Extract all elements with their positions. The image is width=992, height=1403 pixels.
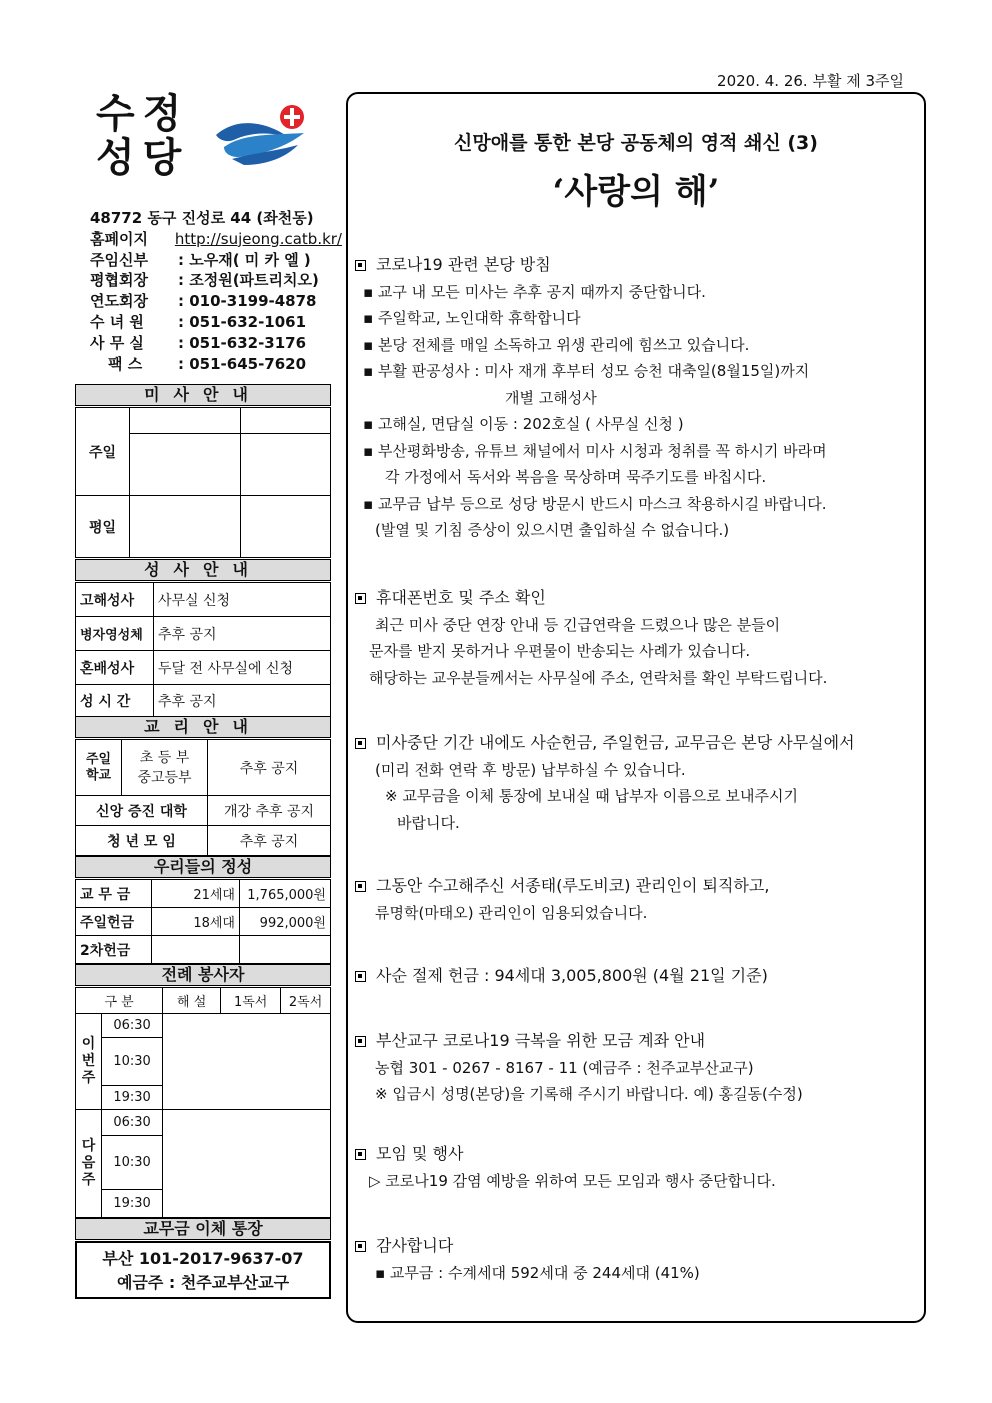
address: 48772 동구 진성로 44 (좌천동) — [90, 209, 314, 227]
school-divisions — [122, 740, 208, 796]
square-bullet-icon — [355, 881, 366, 892]
faith-value: 개강 추후 공지 — [208, 796, 331, 826]
contact-value: : 노우재( 미 카 엘 ) — [178, 250, 311, 269]
section-title: 코로나19 관련 본당 방침 — [376, 255, 551, 274]
contact-value: : 051-632-1061 — [178, 312, 307, 331]
bulletin-date: 2020. 4. 26. 부활 제 3주일 — [717, 72, 904, 90]
offering-label: 주일헌금 — [76, 908, 152, 936]
list-item: ▪ 고해실, 면담실 이동 : 202호실 ( 사무실 신청 ) — [363, 415, 684, 433]
mass-sunday-label: 주일 — [76, 408, 130, 496]
contact-value: : 조정원(파트리치오) — [178, 271, 319, 290]
servers-time: 19:30 — [102, 1086, 163, 1110]
servers-col: 1독서 — [221, 988, 281, 1014]
section-covid — [355, 252, 920, 544]
mass-cell — [241, 408, 331, 434]
sacrament-label: 고해성사 — [76, 583, 154, 617]
servers-time: 19:30 — [102, 1190, 163, 1218]
sacrament-value: 사무실 신청 — [154, 583, 331, 617]
servers-time: 06:30 — [102, 1014, 163, 1038]
list-item: ▪ 교구 내 모든 미사는 추후 공지 때까지 중단합니다. — [363, 282, 706, 301]
theme-title: ‘사랑의 해’ — [552, 172, 720, 212]
contact-value: : 010-3199-4878 — [178, 292, 317, 311]
school-value: 추후 공지 — [208, 740, 331, 796]
sacrament-value: 추후 공지 — [154, 617, 331, 651]
paragraph-line: ※ 입금시 성명(본당)을 기록해 주시기 바랍니다. 예) 홍길동(수정) — [375, 1085, 803, 1103]
square-bullet-icon — [355, 738, 366, 749]
contact-pastor — [90, 250, 342, 271]
contact-homepage — [90, 229, 342, 250]
mass-cell — [130, 408, 241, 434]
account-holder: 예금주 : 천주교부산교구 — [116, 1273, 290, 1292]
youth-label: 청 년 모 임 — [76, 826, 208, 856]
offering-label: 교 무 금 — [76, 880, 152, 908]
section-title: 사순 절제 헌금 : 94세대 3,005,800원 (4월 21일 기준) — [376, 966, 768, 985]
section-title: 모임 및 행사 — [376, 1144, 464, 1163]
section-donation — [355, 730, 920, 836]
catechesis-header: 교리안내 — [75, 716, 331, 738]
square-bullet-icon — [355, 260, 366, 271]
servers-header: 전례 봉사자 — [75, 964, 331, 986]
parish-name-line1: 수정 — [96, 90, 190, 137]
paragraph-line: 최근 미사 중단 연장 안내 등 긴급연락을 드렸으나 많은 분들이 — [375, 615, 781, 634]
list-item-continued: (발열 및 기침 증상이 있으시면 출입하실 수 없습니다.) — [375, 521, 730, 539]
section-thanks — [355, 1233, 920, 1286]
list-item: ▪ 부활 판공성사 : 미사 재개 후부터 성모 승천 대축일(8월15일)까지 — [363, 362, 810, 380]
parish-name-line2: 성당 — [96, 134, 190, 181]
paragraph-line: 류명학(마태오) 관리인이 임용되었습니다. — [375, 903, 648, 922]
square-bullet-icon — [355, 1036, 366, 1047]
list-item: ▪ 본당 전체를 매일 소독하고 위생 관리에 힘쓰고 있습니다. — [363, 335, 750, 354]
catechesis-table — [75, 739, 331, 856]
parish-name — [96, 92, 189, 180]
section-title: 그동안 수고해주신 서종태(루도비코) 관리인이 퇴직하고, — [376, 876, 770, 895]
school-div-mid: 중고등부 — [137, 769, 192, 786]
contact-label: 홈페이지 — [90, 229, 148, 248]
contact-value: : 051-645-7620 — [178, 354, 307, 373]
contact-convent — [90, 312, 342, 333]
servers-time: 10:30 — [102, 1038, 163, 1086]
account-header: 교무금 이체 통장 — [75, 1218, 331, 1240]
account-number: 부산 101-2017-9637-07 — [102, 1249, 304, 1268]
mass-cell — [241, 434, 331, 496]
offering-table — [75, 879, 331, 964]
sacraments-table — [75, 582, 331, 717]
section-busan — [355, 1028, 920, 1108]
sacrament-label: 혼배성사 — [76, 651, 154, 685]
school-div-elem: 초 등 부 — [139, 749, 190, 766]
section-lent — [355, 963, 920, 990]
homepage-link[interactable]: http://sujeong.catb.kr/ — [174, 229, 342, 248]
sacrament-value: 추후 공지 — [154, 685, 331, 717]
paragraph-line: ※ 교무금을 이체 통장에 보내실 때 납부자 이름으로 보내주시기 — [385, 787, 798, 805]
offering-households: 18세대 — [152, 908, 240, 936]
servers-table — [75, 987, 331, 1218]
faith-label: 신앙 증진 대학 — [76, 796, 208, 826]
contact-label: 주임신부 — [90, 250, 148, 269]
mass-cell — [130, 434, 241, 496]
school-label: 주일학교 — [76, 740, 122, 796]
servers-next-week-cell — [163, 1110, 331, 1218]
servers-time: 06:30 — [102, 1110, 163, 1136]
list-item: ▪ 주일학교, 노인대학 휴학합니다 — [363, 309, 581, 327]
square-bullet-icon — [355, 971, 366, 982]
section-title: 부산교구 코로나19 극복을 위한 모금 계좌 안내 — [376, 1031, 706, 1050]
contact-label: 사 무 실 — [90, 333, 144, 352]
contact-value: : 051-632-3176 — [178, 333, 307, 352]
parish-logo-icon — [214, 103, 314, 167]
servers-col: 해 설 — [163, 988, 221, 1014]
paragraph-line: 농협 301 - 0267 - 8167 - 11 (예금주 : 천주교부산교구) — [375, 1058, 754, 1077]
servers-this-week-cell — [163, 1014, 331, 1110]
section-staff — [355, 873, 920, 926]
servers-time: 10:30 — [102, 1136, 163, 1190]
offering-amount — [240, 936, 331, 964]
list-item-continued: 개별 고해성사 — [505, 388, 597, 407]
mass-weekday-label: 평일 — [76, 496, 130, 558]
offering-households — [152, 936, 240, 964]
list-item: ▪ 교무금 납부 등으로 성당 방문시 반드시 마스크 착용하시길 바랍니다. — [363, 494, 827, 513]
list-item-continued: 각 가정에서 독서와 복음을 묵상하며 묵주기도를 바칩시다. — [385, 468, 767, 486]
sacrament-value: 두달 전 사무실에 신청 — [154, 651, 331, 685]
servers-col: 구 분 — [76, 988, 163, 1014]
square-bullet-icon — [355, 1241, 366, 1252]
contact-label: 연도회장 — [90, 292, 148, 311]
section-title: 미사중단 기간 내에도 사순헌금, 주일헌금, 교무금은 본당 사무실에서 — [376, 733, 855, 752]
paragraph-line: ▷ 코로나19 감염 예방을 위하여 모든 모임과 행사 중단합니다. — [369, 1171, 776, 1190]
offering-label: 2차헌금 — [76, 936, 152, 964]
square-bullet-icon — [355, 593, 366, 604]
offering-households: 21세대 — [152, 880, 240, 908]
paragraph-line: 바랍니다. — [397, 813, 460, 832]
sacrament-label: 성 시 간 — [76, 685, 154, 717]
paragraph-line: 해당하는 교우분들께서는 사무실에 주소, 연락처를 확인 부탁드립니다. — [369, 668, 828, 687]
section-phone — [355, 585, 920, 691]
paragraph-line: (미리 전화 연락 후 방문) 납부하실 수 있습니다. — [375, 760, 686, 779]
sacrament-label: 병자영성체 — [76, 617, 154, 651]
square-bullet-icon — [355, 1149, 366, 1160]
contact-label: 평협회장 — [90, 271, 148, 290]
contact-council — [90, 270, 342, 291]
contact-funeral — [90, 291, 342, 312]
account-box — [75, 1241, 331, 1299]
mass-header: 미사안내 — [75, 384, 331, 406]
mass-table — [75, 407, 331, 558]
contact-office — [90, 333, 342, 354]
sacraments-header: 성사안내 — [75, 559, 331, 581]
offering-amount: 1,765,000원 — [240, 880, 331, 908]
offering-amount: 992,000원 — [240, 908, 331, 936]
paragraph-line: 문자를 받지 못하거나 우편물이 반송되는 사례가 있습니다. — [369, 642, 751, 660]
parish-info — [90, 208, 342, 374]
contact-fax — [90, 354, 342, 375]
section-title: 휴대폰번호 및 주소 확인 — [376, 588, 546, 607]
theme-subtitle: 신망애를 통한 본당 공동체의 영적 쇄신 (3) — [454, 132, 818, 154]
youth-value: 추후 공지 — [208, 826, 331, 856]
contact-label: 수 녀 원 — [90, 312, 144, 331]
list-item: ▪ 부산평화방송, 유튜브 채널에서 미사 시청과 청취를 꼭 하시기 바라며 — [363, 441, 827, 460]
contact-label: 팩 스 — [108, 354, 143, 373]
section-title: 감사합니다 — [376, 1236, 454, 1255]
offering-header: 우리들의 정성 — [75, 856, 331, 878]
this-week-label: 이번주 — [76, 1014, 102, 1110]
next-week-label: 다음주 — [76, 1110, 102, 1218]
servers-col: 2독서 — [281, 988, 331, 1014]
section-meetings — [355, 1141, 920, 1194]
paragraph-line: ▪ 교무금 : 수계세대 592세대 중 244세대 (41%) — [375, 1263, 700, 1282]
mass-cell — [241, 496, 331, 558]
mass-cell — [130, 496, 241, 558]
